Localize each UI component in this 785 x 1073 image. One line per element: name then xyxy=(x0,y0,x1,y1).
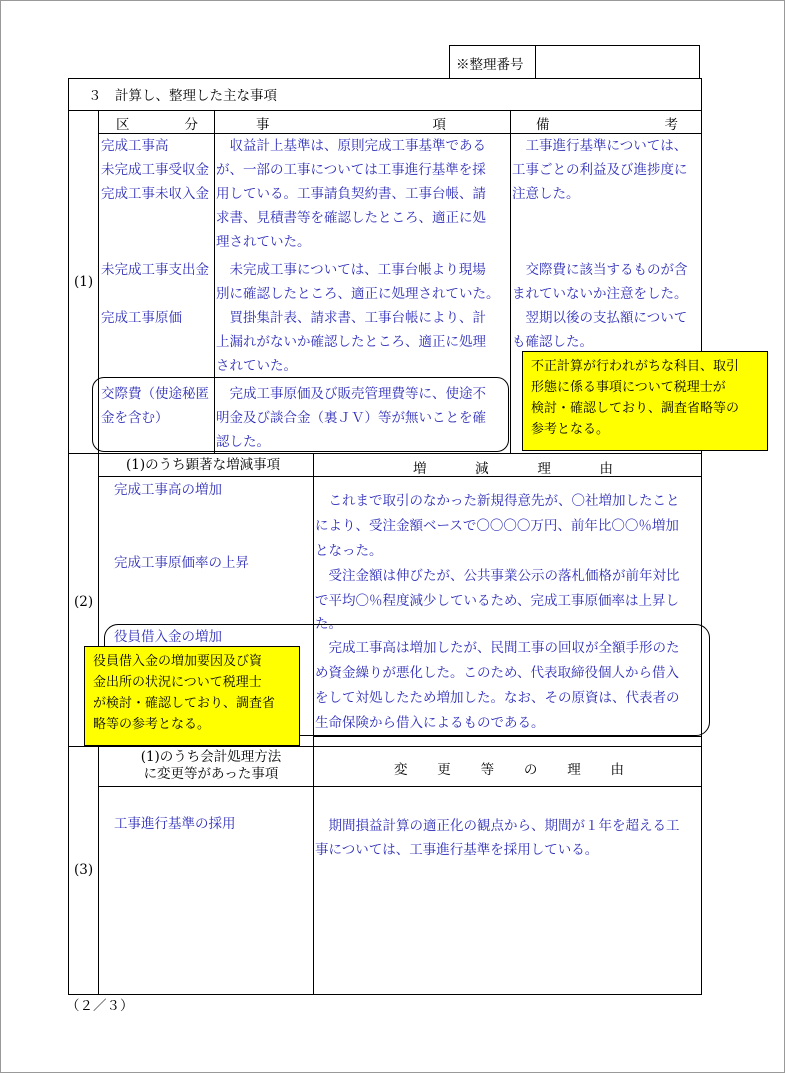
s2-reason-9: 生命保険から借入によるものである。 xyxy=(315,715,545,731)
s2-reason-1: により、受注金額ベースで〇〇〇〇万円、前年比〇〇％増加 xyxy=(315,518,679,534)
s1-col-rule-2 xyxy=(510,110,511,453)
s2-note-line-0: 役員借入金の増加要因及び資 xyxy=(93,654,263,669)
s1-biko-6: も確認した。 xyxy=(512,334,593,350)
s1-jiko-6: 別に確認したところ、適正に処理されていた。 xyxy=(216,286,500,302)
s1-biko-0: 工事進行基準については、 xyxy=(512,138,688,154)
s1-jiko-0: 収益計上基準は、原則完成工事基準である xyxy=(216,138,486,154)
s3-header-left-0: (1)のうち会計処理方法 xyxy=(140,749,282,765)
s3-header-right-4: 理 xyxy=(567,762,581,778)
s1-header-jiko-2: 項 xyxy=(432,117,446,133)
s1-kubun-6: 金を含む） xyxy=(101,410,169,426)
s1-kubun-1: 未完成工事受収金 xyxy=(101,162,209,178)
s2-item-2: 役員借入金の増加 xyxy=(114,629,222,645)
s1-note-line-3: 参考となる。 xyxy=(531,422,610,437)
s1-header-kubun-1: 区 xyxy=(116,117,130,133)
s3-item: 工事進行基準の採用 xyxy=(114,816,236,832)
s1-kubun-5: 交際費（使途秘匿 xyxy=(101,386,209,402)
s1-biko-5: 翌期以後の支払額について xyxy=(512,310,688,326)
s1-note-line-2: 検討・確認しており、調査省略等の xyxy=(531,401,740,416)
s1-kubun-3: 未完成工事支出金 xyxy=(101,262,209,278)
s3-col-rule xyxy=(313,746,314,994)
s1-jiko-8: 上漏れがないか確認したところ、適正に処理 xyxy=(216,334,486,350)
seiri-box xyxy=(449,45,700,78)
s2-reason-3: 受注金額は伸びたが、公共事業公示の落札価格が前年対比 xyxy=(315,568,680,584)
s3-header-rule xyxy=(98,786,702,787)
s1-jiko-11: 明金及び談合金（裏ＪＶ）等が無いことを確 xyxy=(216,410,486,426)
s1-jiko-3: 求書、見積書等を確認したところ、適正に処 xyxy=(216,210,486,226)
s1-biko-1: 工事ごとの利益及び進捗度に xyxy=(512,162,688,178)
s1-header-kubun xyxy=(116,113,198,133)
s3-header-right-0: 変 xyxy=(394,762,408,778)
seiri-divider xyxy=(535,46,536,79)
s2-header-right-1: 減 xyxy=(475,461,489,477)
s2-reason-6: 完成工事高は増加したが、民間工事の回収が全額手形のた xyxy=(315,640,680,656)
s1-header-biko-1: 備 xyxy=(536,117,550,133)
section3-label: (3) xyxy=(74,862,94,878)
s3-header-right-2: 等 xyxy=(480,762,495,778)
s1-header-jiko-1: 事 xyxy=(256,117,270,133)
s1-header-jiko xyxy=(256,113,446,133)
s2-reason-2: となった。 xyxy=(315,543,383,559)
s1-jiko-1: が、一部の工事については工事進行基準を採 xyxy=(216,162,486,178)
section1-label: (1) xyxy=(74,274,94,290)
s1-jiko-9: されていた。 xyxy=(216,358,297,374)
s3-header-right-3: の xyxy=(523,762,538,778)
s2-header-right-2: 理 xyxy=(537,461,551,477)
s2-item-0: 完成工事高の増加 xyxy=(114,482,222,498)
s1-biko-2: 注意した。 xyxy=(512,186,580,202)
s1-note-line-1: 形態に係る事項について税理士が xyxy=(531,380,726,395)
s1-jiko-10: 完成工事原価及び販売管理費等に、使途不 xyxy=(216,386,486,402)
s1-biko-3: 交際費に該当するものが含 xyxy=(512,262,688,278)
s1-jiko-7: 買掛集計表、請求書、工事台帳により、計 xyxy=(216,310,486,326)
s3-reason-0: 期間損益計算の適正化の観点から、期間が１年を超える工 xyxy=(315,818,680,834)
s3-header-left xyxy=(116,749,306,783)
s1-jiko-12: 認した。 xyxy=(216,434,270,450)
title-rule xyxy=(68,110,702,111)
s1-note-line-0: 不正計算が行われがちな科目、取引 xyxy=(531,359,740,374)
s2-reason-0: これまで取引のなかった新規得意先が、〇社増加したこと xyxy=(315,493,680,509)
s1-highlight-oval xyxy=(92,377,509,452)
seiri-label: ※整理番号 xyxy=(456,57,524,73)
s1-jiko-2: 用している。工事請負契約書、工事台帳、請 xyxy=(216,186,486,202)
page-number: （２／３） xyxy=(66,998,134,1014)
s2-reason-5: た。 xyxy=(315,616,342,632)
s2-reason-7: め資金繰りが悪化した。このため、代表取締役個人から借入 xyxy=(315,665,679,681)
s1-biko-4: まれていないか注意をした。 xyxy=(512,286,688,302)
s3-header-left-1: に変更等があった事項 xyxy=(143,766,279,782)
s2-reason-4: で平均〇％程度減少しているため、完成工事原価率は上昇し xyxy=(315,593,679,609)
section2-label: (2) xyxy=(74,594,94,610)
s3-header-right-5: 由 xyxy=(610,762,624,778)
s3-reason-1: 事については、工事進行基準を採用している。 xyxy=(315,842,599,858)
s2-note-box xyxy=(84,646,300,746)
s3-header-right-1: 更 xyxy=(437,762,451,778)
s1-jiko-4: 理されていた。 xyxy=(216,234,311,250)
s2-extra-rule xyxy=(313,736,702,737)
s1-header-biko-2: 考 xyxy=(664,117,678,133)
s2-header-right-0: 増 xyxy=(413,461,427,477)
s2-note-line-3: 略等の参考となる。 xyxy=(93,717,211,732)
s2-note-line-2: が検討・確認しており、調査省 xyxy=(93,696,276,711)
s1-jiko-5: 未完成工事については、工事台帳より現場 xyxy=(216,262,486,278)
s2-note-line-1: 金出所の状況について税理士 xyxy=(93,675,262,690)
s3-header-right xyxy=(394,758,624,778)
s2-header-right-3: 由 xyxy=(599,461,613,477)
s1-header-kubun-2: 分 xyxy=(184,117,198,133)
s1-note-box xyxy=(522,351,768,451)
s1-kubun-0: 完成工事高 xyxy=(101,138,169,154)
s2-header-right xyxy=(413,457,613,477)
s2-reason-8: をして対処したため増加した。なお、その原資は、代表者の xyxy=(315,690,680,706)
s2-header-left: (1)のうち顕著な増減事項 xyxy=(126,457,281,473)
s1-kubun-2: 完成工事未収入金 xyxy=(101,186,209,202)
section2-bottom-rule xyxy=(68,746,702,747)
section-title: ３ 計算し、整理した主な事項 xyxy=(88,88,277,104)
s1-kubun-4: 完成工事原価 xyxy=(101,310,182,326)
s2-item-1: 完成工事原価率の上昇 xyxy=(114,555,249,571)
s1-header-biko xyxy=(536,113,678,133)
label-column-rule xyxy=(98,110,99,994)
